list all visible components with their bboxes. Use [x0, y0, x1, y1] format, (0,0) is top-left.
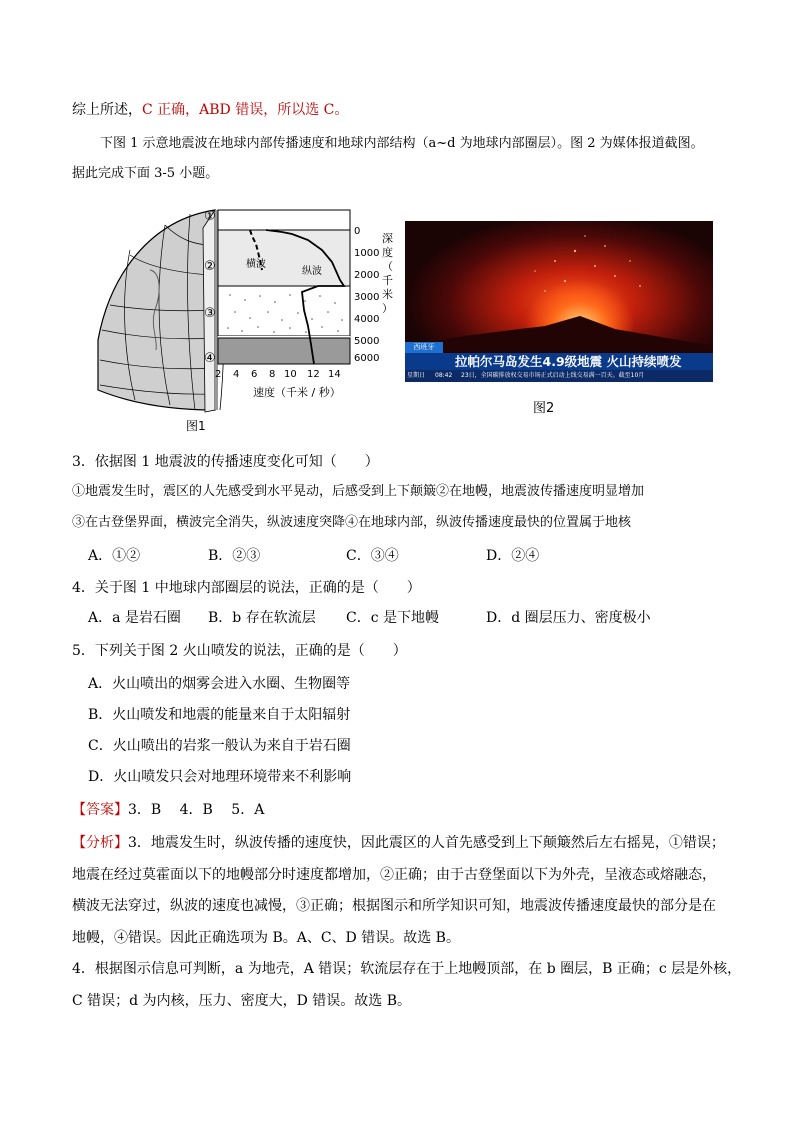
speed-tick-8: 8: [269, 369, 276, 380]
q4-option-d[interactable]: D．d 圈层压力、密度极小: [486, 610, 651, 626]
speed-axis-label: 速度（千米 / 秒）: [253, 386, 341, 399]
intro-line-2: 据此完成下面 3-5 小题。: [72, 166, 219, 181]
figure1-diagram: [70, 200, 393, 435]
layer-a-band: [218, 210, 350, 230]
q3-stem: 3．依据图 1 地震波的传播速度变化可知（ ）: [72, 454, 379, 470]
q3-statement-2: ③在古登堡界面，横波完全消失，纵波速度突降④在地球内部，纵波传播速度最快的位置属于地核: [72, 515, 632, 530]
q4-option-c[interactable]: C．c 是下地幔: [346, 610, 440, 626]
intro-line-1: 下图 1 示意地震波在地球内部传播速度和地球内部结构（a~d 为地球内部圈层）。图 2 为媒体报道截图。: [100, 136, 704, 151]
news-headline: 拉帕尔马岛发生4.9级地震 火山持续喷发: [455, 354, 682, 369]
analysis-text-1: 3．地震发生时，纵波传播的速度快，因此震区的人首先感受到上下颠簸然后左右摇晃，①错误；: [128, 835, 725, 851]
speed-tick-14: 14: [328, 369, 341, 380]
q5-option-a[interactable]: A．火山喷出的烟雾会进入水圈、生物圈等: [88, 676, 351, 692]
answer-text: 3．B 4．B 5．A: [128, 802, 265, 818]
p-wave-label: 纵波: [302, 266, 322, 277]
figure1-caption: 图1: [186, 419, 206, 433]
s-wave-label: 横波: [246, 259, 266, 270]
depth-tick-3000: 3000: [354, 292, 380, 303]
layer-d-band: [218, 338, 350, 364]
layer-label-3: ③: [204, 306, 216, 321]
q5-option-b[interactable]: B．火山喷发和地震的能量来自于太阳辐射: [88, 707, 351, 723]
analysis-line-4: 地幔，④错误。因此正确选项为 B。A、C、D 错误。故选 B。: [72, 930, 460, 946]
analysis-tag: 【分析】: [72, 835, 128, 851]
ticker-text: 23日，全国碳排放权交易市场正式启动上线交易满一百天。截至10月: [461, 372, 645, 379]
answer-line: [72, 800, 264, 820]
q4-option-a[interactable]: A．a 是岩石圈: [88, 610, 181, 626]
q3-option-b[interactable]: B．②③: [208, 548, 261, 564]
analysis-line-6: C 错误；d 为内核，压力、密度大，D 错误。故选 B。: [72, 993, 411, 1009]
location-tag: 西班牙: [413, 343, 435, 351]
figure2-caption: 图2: [533, 401, 555, 416]
depth-label-char-3: （: [382, 260, 393, 273]
layer-label-1: ①: [204, 209, 216, 224]
speed-tick-12: 12: [307, 369, 320, 380]
q3-option-d[interactable]: D．②④: [486, 548, 540, 564]
q4-option-b[interactable]: B．b 存在软流层: [208, 610, 316, 626]
analysis-line-3: 横波无法穿过，纵波的速度也减慢，③正确；根据图示和所学知识可知，地震波传播速度最快的部分是在: [72, 898, 716, 914]
speed-tick-10: 10: [284, 369, 297, 380]
analysis-line-5: 4．根据图示信息可判断，a 为地壳，A 错误；软流层存在于上地幔顶部，在 b 圈层，B 正确；c 层是外核，: [72, 961, 742, 977]
q3-statement-1: ①地震发生时，震区的人先感受到水平晃动，后感受到上下颠簸②在地幔，地震波传播速度明显增加: [72, 484, 645, 499]
speed-tick-2: 2: [215, 369, 222, 380]
answer-tag: 【答案】: [72, 802, 128, 818]
depth-label-char-1: 深: [382, 232, 393, 245]
q3-option-a[interactable]: A．①②: [88, 548, 141, 564]
depth-tick-0: 0: [354, 226, 361, 237]
ticker-time: 08:42: [435, 372, 453, 379]
analysis-line-1: [72, 833, 725, 853]
conclusion-answer: C 正确，ABD 错误，所以选 C。: [142, 102, 349, 118]
q3-option-c[interactable]: C．③④: [346, 548, 399, 564]
q4-stem: 4．关于图 1 中地球内部圈层的说法，正确的是（ ）: [72, 580, 421, 596]
q5-stem: 5．下列关于图 2 火山喷发的说法，正确的是（ ）: [72, 643, 407, 659]
depth-tick-4000: 4000: [354, 314, 380, 325]
depth-label-char-4: 千: [382, 274, 393, 287]
depth-label-char-6: ）: [382, 302, 393, 315]
q5-option-d[interactable]: D．火山喷发只会对地理环境带来不利影响: [88, 769, 352, 785]
depth-label-char-2: 度: [382, 246, 393, 259]
ticker-day: 星期日: [407, 372, 426, 379]
speed-tick-4: 4: [233, 369, 240, 380]
layer-b-band: [218, 230, 350, 286]
q5-option-c[interactable]: C．火山喷出的岩浆一般认为来自于岩石圈: [88, 738, 351, 754]
figure2-photo: [405, 221, 713, 382]
depth-tick-1000: 1000: [354, 248, 380, 259]
depth-label-char-5: 米: [382, 288, 393, 301]
depth-tick-6000: 6000: [354, 353, 380, 364]
depth-tick-2000: 2000: [354, 270, 380, 281]
speed-tick-6: 6: [251, 369, 258, 380]
depth-tick-5000: 5000: [354, 336, 380, 347]
analysis-line-2: 地震在经过莫霍面以下的地幔部分时速度都增加，②正确；由于古登堡面以下为外壳，呈液态或熔融态，: [72, 867, 716, 883]
layer-c-band: [218, 286, 350, 336]
layer-label-2: ②: [204, 259, 216, 274]
layer-label-4: ④: [204, 351, 216, 366]
conclusion-prefix: 综上所述，: [72, 102, 142, 118]
conclusion-line: [72, 100, 348, 120]
